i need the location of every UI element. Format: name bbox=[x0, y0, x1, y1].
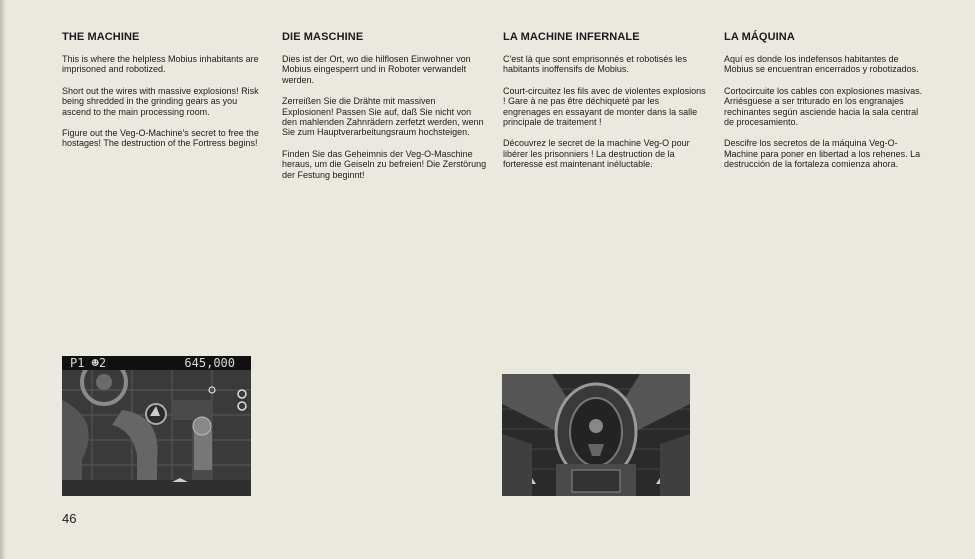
paragraph: Figure out the Veg-O-Machine's secret to free the hostages! The destruction of the Fortress begins! bbox=[62, 128, 259, 149]
paragraph: Aquí es donde los indefensos habitantes de Mobius se encuentran encerrados y robotizados. bbox=[724, 54, 919, 75]
paragraph: Dies ist der Ort, wo die hilflosen Einwohner von Mobius eingesperrt und in Roboter verwandelt werden. bbox=[282, 54, 471, 85]
paragraph: C'est là que sont emprisonnés et robotisés les habitants inoffensifs de Mobius. bbox=[503, 54, 687, 75]
machine-scene-illustration bbox=[62, 370, 251, 496]
column-english bbox=[62, 31, 267, 160]
paragraph: Finden Sie das Geheimnis der Veg-O-Maschine heraus, um die Geiseln zu befreien! Die Zerstörung der Festung beginnt! bbox=[282, 148, 487, 180]
page-binding-shadow bbox=[0, 0, 6, 559]
paragraph: Descifre los secretos de la máquina Veg-O-Machine para poner en libertad a los rehenes. La destrucción de la fortaleza comienza ahora. bbox=[724, 138, 921, 170]
paragraph: Court-circuitez les fils avec de violentes explosions ! Gare à ne pas être déchiqueté par les engrenages en essayant de monter dans la salle principale de traitement ! bbox=[503, 85, 706, 128]
heading-french: LA MACHINE INFERNALE bbox=[503, 31, 640, 43]
heading-german: DIE MASCHINE bbox=[282, 31, 364, 43]
paragraph: Short out the wires with massive explosions! Risk being shredded in the grinding gears as you ascend to the main processing room. bbox=[62, 85, 259, 117]
veg-o-machine-illustration bbox=[502, 374, 690, 496]
column-german bbox=[282, 31, 487, 191]
column-french bbox=[503, 31, 708, 181]
page-number: 46 bbox=[62, 511, 77, 526]
game-hud bbox=[62, 356, 251, 370]
column-spanish bbox=[724, 31, 929, 181]
game-screenshot-machine bbox=[62, 356, 251, 496]
game-screenshot-veg-o-machine bbox=[502, 374, 690, 496]
heading-spanish: LA MÁQUINA bbox=[724, 31, 795, 43]
heading-english: THE MACHINE bbox=[62, 31, 140, 43]
paragraph: Découvrez le secret de la machine Veg-O pour libérer les prisonniers ! La destruction de la forteresse est maintenant inéluctable. bbox=[503, 138, 690, 170]
paragraph: Zerreißen Sie die Drähte mit massiven Explosionen! Passen Sie auf, daß Sie nicht von den mahlenden Zahnrädern zerfetzt werden, wenn Sie zum Hauptverarbeitungsraum hochsteigen. bbox=[282, 96, 484, 138]
paragraph: This is where the helpless Mobius inhabitants are imprisoned and robotized. bbox=[62, 54, 259, 75]
paragraph: Cortocircuite los cables con explosiones masivas. Arriésguese a ser triturado en los engranajes rechinantes según asciende hacia la sala central de procesamiento. bbox=[724, 85, 923, 128]
hud-player-lives: P1 ☻2 bbox=[70, 356, 107, 370]
hud-score: 645,000 bbox=[184, 356, 235, 370]
